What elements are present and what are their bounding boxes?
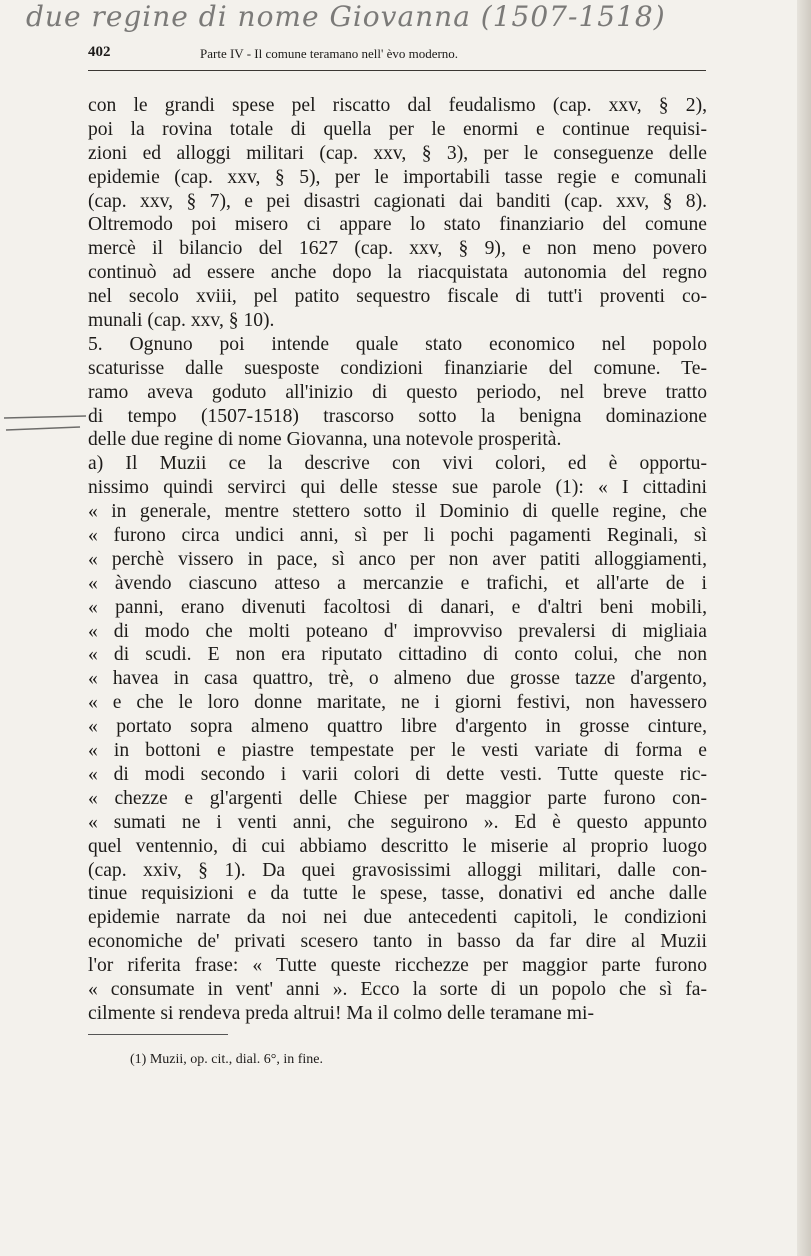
text-line: « e che le loro donne maritate, ne i giorni festivi, non havessero <box>88 692 707 714</box>
text-line: nissimo quindi servirci qui delle stesse sue parole (1): « I cittadini <box>88 477 707 499</box>
text-line: poi la rovina totale di quella per le enormi e continue requisi- <box>88 118 707 140</box>
text-line: zioni ed alloggi militari (cap. xxv, § 3), per le conseguenze delle <box>88 142 707 164</box>
body-text <box>88 94 707 1026</box>
text-line: quel ventennio, di cui abbiamo descritto le miserie al proprio luogo <box>88 835 707 857</box>
text-line: scaturisse dalle suesposte condizioni finanziarie del comune. Te- <box>88 357 707 379</box>
text-line: « in generale, mentre stettero sotto il Dominio di quelle regine, che <box>88 501 707 523</box>
page-number: 402 <box>88 44 111 60</box>
text-line: economiche de' privati scesero tanto in basso da far dire al Muzii <box>88 931 707 953</box>
text-line: « àvendo ciascuno atteso a mercanzie e trafichi, et all'arte de i <box>88 572 707 594</box>
text-line: 5. Ognuno poi intende quale stato economico nel popolo <box>88 333 707 355</box>
text-line: « perchè vissero in pace, sì anco per non aver patiti alloggiamenti, <box>88 548 707 570</box>
page-header <box>88 40 706 71</box>
text-line: « panni, erano divenuti facoltosi di danari, e d'altri beni mobili, <box>88 596 707 618</box>
text-line: di tempo (1507-1518) trascorso sotto la benigna dominazione <box>88 405 707 427</box>
text-line: l'or riferita frase: « Tutte queste ricchezze per maggior parte furono <box>88 955 707 977</box>
text-line: « consumate in vent' anni ». Ecco la sorte di un popolo che sì fa- <box>88 978 707 1000</box>
text-line: « sumati ne i venti anni, che seguirono ». Ed è questo appunto <box>88 811 707 833</box>
text-line: « portato sopra almeno quattro libre d'argento in grosse cinture, <box>88 716 707 738</box>
text-line: « chezze e gl'argenti delle Chiese per maggior parte furono con- <box>88 787 707 809</box>
text-line: « di modo che molti poteano d' improvviso prevalersi di migliaia <box>88 620 707 642</box>
text-line: delle due regine di nome Giovanna, una notevole prosperità. <box>88 429 562 451</box>
text-line: con le grandi spese pel riscatto dal feudalismo (cap. xxv, § 2), <box>88 95 707 116</box>
margin-pencil-mark <box>0 410 92 436</box>
text-line: « furono circa undici anni, sì per li pochi pagamenti Reginali, sì <box>88 525 707 547</box>
text-line: continuò ad essere anche dopo la riacquistata autonomia del regno <box>88 262 707 284</box>
text-line: mercè il bilancio del 1627 (cap. xxv, § 9), e non meno povero <box>88 238 707 260</box>
text-line: cilmente si rendeva preda altrui! Ma il colmo delle teramane mi- <box>88 1002 594 1024</box>
text-line: a) Il Muzii ce la descrive con vivi colori, ed è opportu- <box>88 453 707 475</box>
text-line: ramo aveva goduto all'inizio di questo periodo, nel breve tratto <box>88 381 707 403</box>
text-line: tinue requisizioni e da tutte le spese, tasse, donativi ed anche dalle <box>88 883 707 905</box>
text-line: (cap. xxiv, § 1). Da quei gravosissimi alloggi militari, dalle con- <box>88 859 707 881</box>
text-line: (cap. xxv, § 7), e pei disastri cagionati dai banditi (cap. xxv, § 8). <box>88 190 707 212</box>
text-line: « in bottoni e piastre tempestate per le vesti variate di forma e <box>88 740 707 762</box>
page-edge <box>797 0 811 1256</box>
text-line: Oltremodo poi misero ci appare lo stato finanziario del comune <box>88 214 707 236</box>
footnote-rule <box>88 1034 228 1035</box>
text-line: munali (cap. xxv, § 10). <box>88 310 275 332</box>
text-line: nel secolo xviii, pel patito sequestro fiscale di tutt'i proventi co- <box>88 286 707 308</box>
running-head: Parte IV - Il comune teramano nell' èvo moderno. <box>200 46 459 61</box>
text-line: epidemie (cap. xxv, § 5), per le importabili tasse regie e comunali <box>88 166 707 188</box>
footnote: (1) Muzii, op. cit., dial. 6°, in fine. <box>130 1052 324 1067</box>
handwritten-note: due regine di nome Giovanna (1507-1518) <box>26 0 666 33</box>
text-line: epidemie narrate da noi nei due antecedenti capitoli, le condizioni <box>88 907 707 929</box>
text-line: « di scudi. E non era riputato cittadino di conto colui, che non <box>88 644 707 666</box>
text-line: « di modi secondo i varii colori di dette vesti. Tutte queste ric- <box>88 763 707 785</box>
text-line: « havea in casa quattro, trè, o almeno due grosse tazze d'argento, <box>88 668 707 690</box>
